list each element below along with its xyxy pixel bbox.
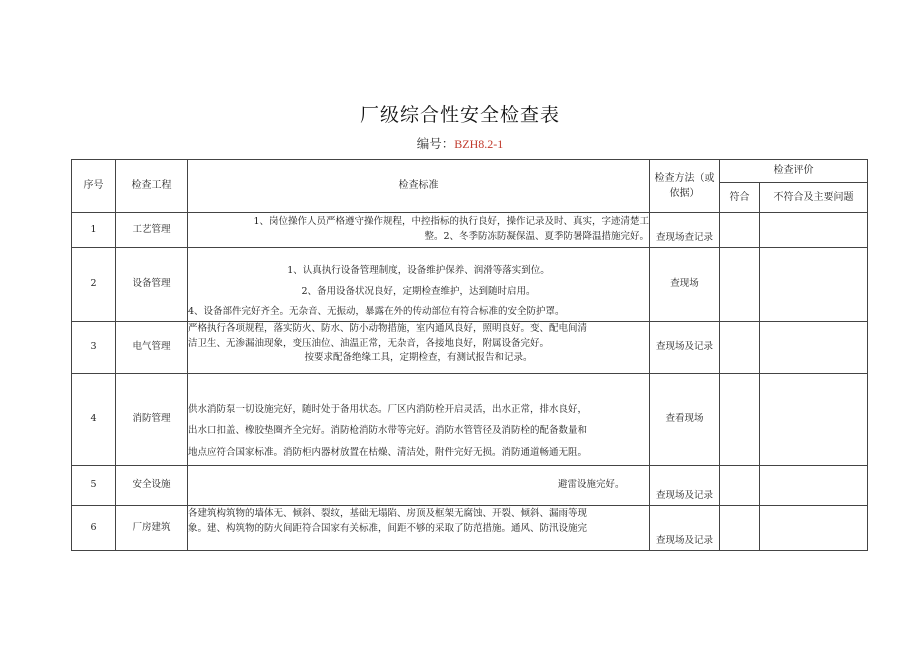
- table-row: [72, 213, 868, 248]
- document-code: [0, 134, 920, 152]
- row-item: 电气管理: [116, 322, 188, 374]
- row-method: 查现场: [650, 248, 720, 322]
- header-method: [650, 160, 720, 213]
- inspection-table: [71, 159, 868, 551]
- standard-line: 各建筑构筑物的墙体无、倾斜、裂纹，基础无塌陷、房顶及框架无腐蚀、开裂、倾斜、漏雨等现: [188, 508, 588, 519]
- row-method: 查现场查记录: [650, 213, 720, 248]
- standard-line: 洁卫生、无渗漏油现象，变压油位、油温正常，无杂音，各接地良好，附属设备完好。: [188, 337, 550, 349]
- header-seq: 序号: [72, 160, 116, 213]
- row-nonconform-cell[interactable]: [760, 213, 868, 248]
- row-standard: [188, 466, 650, 506]
- row-conform-cell[interactable]: [720, 248, 760, 322]
- row-item: 工艺管理: [116, 213, 188, 248]
- row-conform-cell[interactable]: [720, 466, 760, 506]
- header-method-line2: 依据）: [669, 188, 700, 199]
- document-title: 厂级综合性安全检查表: [359, 104, 560, 126]
- row-standard: [188, 506, 650, 551]
- row-nonconform-cell[interactable]: [760, 322, 868, 374]
- row-item: 设备管理: [116, 248, 188, 322]
- header-row-1: [72, 160, 868, 183]
- row-nonconform-cell[interactable]: [760, 506, 868, 551]
- row-nonconform-cell[interactable]: [760, 248, 868, 322]
- standard-line: 象。建、构筑物的防火间距符合国家有关标准，间距不够的采取了防范措施。通风、防汛设施完: [188, 522, 588, 534]
- row-conform-cell[interactable]: [720, 213, 760, 248]
- table-row: [72, 374, 868, 466]
- row-seq: 5: [72, 466, 116, 506]
- row-standard: [188, 374, 650, 466]
- header-nonconform: 不符合及主要问题: [760, 183, 868, 213]
- header-item: 检查工程: [116, 160, 188, 213]
- header-evaluation: 检查评价: [720, 160, 868, 183]
- standard-line: 按要求配备绝缘工具，定期检查，有测试报告和记录。: [304, 352, 533, 364]
- header-method-line1: 检查方法（或: [654, 172, 715, 184]
- table-row: [72, 466, 868, 506]
- standard-line: 严格执行各项规程，落实防火、防水、防小动物措施，室内通风良好，照明良好。变、配电间清: [188, 323, 588, 334]
- code-label: 编号：: [416, 136, 455, 151]
- standard-line: 1、认真执行设备管理制度，设备维护保养、润滑等落实到位。: [287, 264, 550, 276]
- row-seq: 4: [72, 374, 116, 466]
- row-method: 查现场及记录: [650, 466, 720, 506]
- table-row: [72, 506, 868, 551]
- standard-line: 供水消防泵一切设施完好，随时处于备用状态。厂区内消防栓开启灵活，出水正常，排水良好，: [188, 403, 588, 415]
- standard-line: 1、岗位操作人员严格遵守操作规程，中控指标的执行良好，操作记录及时、真实，字迹清楚工: [253, 216, 649, 228]
- table-row: [72, 322, 868, 374]
- row-nonconform-cell[interactable]: [760, 466, 868, 506]
- row-item: 厂房建筑: [116, 506, 188, 551]
- standard-line: 避雷设施完好。: [558, 479, 625, 491]
- standard-line: 地点应符合国家标准。消防柜内器材放置在枯燥、清洁处，附件完好无损。消防通道畅通无阻。: [188, 446, 588, 458]
- row-seq: 1: [72, 213, 116, 248]
- row-conform-cell[interactable]: [720, 374, 760, 466]
- header-standard: 检查标准: [188, 160, 650, 213]
- header-conform: 符合: [720, 183, 760, 213]
- row-seq: 2: [72, 248, 116, 322]
- table-row: [72, 248, 868, 322]
- row-seq: 6: [72, 506, 116, 551]
- row-standard: [188, 322, 650, 374]
- row-standard: [188, 248, 650, 322]
- standard-line: 出水口扣盖、橡胶垫圈齐全完好。消防枪消防水带等完好。消防水管管径及消防栓的配备数量和: [188, 425, 588, 437]
- row-nonconform-cell[interactable]: [760, 374, 868, 466]
- standard-line: 整。2、冬季防冻防凝保温、夏季防暑降温措施完好。: [424, 231, 649, 242]
- standard-line: 4、设备部件完好齐全。无杂音、无振动，暴露在外的传动部位有符合标准的安全防护罩。: [188, 306, 565, 318]
- row-method: 查现场及记录: [650, 322, 720, 374]
- row-item: 消防管理: [116, 374, 188, 466]
- code-value: BZH8.2-1: [454, 137, 504, 151]
- standard-line: 2、备用设备状况良好，定期检查维护，达到随时启用。: [301, 285, 536, 297]
- row-item: 安全设施: [116, 466, 188, 506]
- row-conform-cell[interactable]: [720, 322, 760, 374]
- row-conform-cell[interactable]: [720, 506, 760, 551]
- row-seq: 3: [72, 322, 116, 374]
- row-standard: [188, 213, 650, 248]
- row-method: 查看现场: [650, 374, 720, 466]
- row-method: 查现场及记录: [650, 506, 720, 551]
